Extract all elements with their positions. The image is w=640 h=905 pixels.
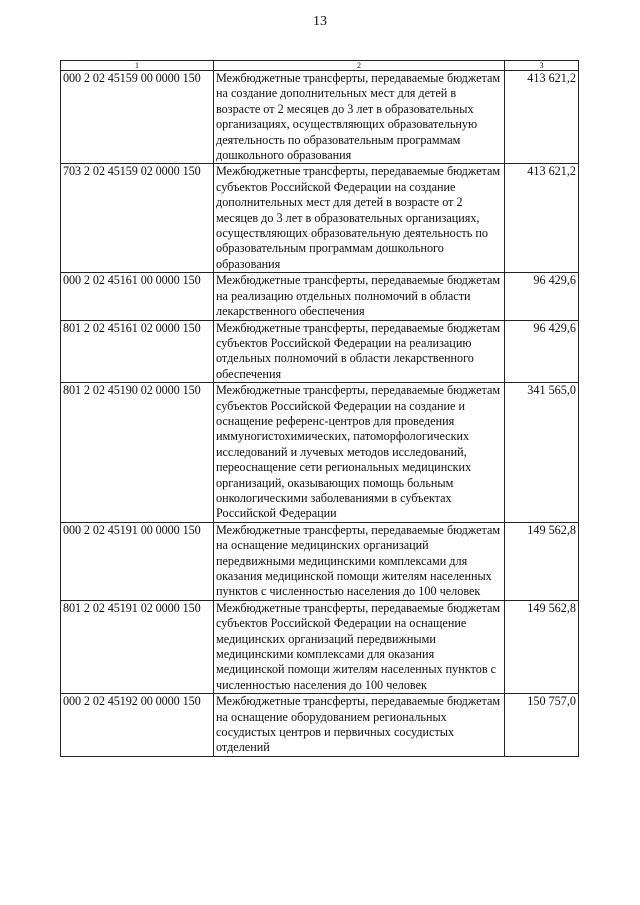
budget-code-cell: 000 2 02 45161 00 0000 150 [61,273,214,320]
amount-cell: 413 621,2 [505,71,579,164]
description-cell: Межбюджетные трансферты, передаваемые бюджетам на оснащение медицинских организаций передвижными медицинскими комплексами для оказания медицинской помощи жителям населенных пунктов с численностью населения до 100 человек [214,522,505,600]
amount-cell: 150 757,0 [505,694,579,757]
table-row [61,71,579,164]
table-row [61,522,579,600]
description-cell: Межбюджетные трансферты, передаваемые бюджетам субъектов Российской Федерации на создание и оснащение референс-центров для проведения иммуногистохимических, патоморфологических исследований и лучевых методов исследований, переоснащение сети региональных медицинских организаций, оказывающих помощь больным онкологическими заболеваниями в субъектах Российской Федерации [214,383,505,523]
budget-code-cell: 000 2 02 45191 00 0000 150 [61,522,214,600]
description-cell: Межбюджетные трансферты, передаваемые бюджетам на оснащение оборудованием региональных сосудистых центров и первичных сосудистых отделений [214,694,505,757]
table-row [61,600,579,693]
budget-code-cell: 000 2 02 45159 00 0000 150 [61,71,214,164]
table-row [61,320,579,383]
amount-cell: 149 562,8 [505,600,579,693]
table-header [61,61,579,71]
column-header-code: 1 [61,61,214,71]
table-row [61,164,579,273]
description-cell: Межбюджетные трансферты, передаваемые бюджетам на реализацию отдельных полномочий в области лекарственного обеспечения [214,273,505,320]
header-row [61,61,579,71]
amount-cell: 96 429,6 [505,273,579,320]
budget-code-cell: 801 2 02 45190 02 0000 150 [61,383,214,523]
description-cell: Межбюджетные трансферты, передаваемые бюджетам на создание дополнительных мест для детей в возрасте от 2 месяцев до 3 лет в образовательных организациях, осуществляющих образовательную деятельность по образовательным программам дошкольного образования [214,71,505,164]
page-number: 13 [313,14,327,29]
table-row [61,694,579,757]
column-header-description: 2 [214,61,505,71]
description-cell: Межбюджетные трансферты, передаваемые бюджетам субъектов Российской Федерации на создание дополнительных мест для детей в возрасте от 2 месяцев до 3 лет в образовательных организациях, осуществляющих образовательную деятельность по образовательным программам дошкольного образования [214,164,505,273]
amount-cell: 413 621,2 [505,164,579,273]
description-cell: Межбюджетные трансферты, передаваемые бюджетам субъектов Российской Федерации на реализацию отдельных полномочий в области лекарственного обеспечения [214,320,505,383]
budget-code-cell: 801 2 02 45161 02 0000 150 [61,320,214,383]
table-row [61,383,579,523]
table-body [61,71,579,757]
description-cell: Межбюджетные трансферты, передаваемые бюджетам субъектов Российской Федерации на оснащение медицинских организаций передвижными медицинскими комплексами для оказания медицинской помощи жителям населенных пунктов с численностью населения до 100 человек [214,600,505,693]
budget-code-cell: 703 2 02 45159 02 0000 150 [61,164,214,273]
budget-table [60,60,579,757]
column-header-amount: 3 [505,61,579,71]
table-row [61,273,579,320]
amount-cell: 96 429,6 [505,320,579,383]
amount-cell: 341 565,0 [505,383,579,523]
budget-code-cell: 801 2 02 45191 02 0000 150 [61,600,214,693]
budget-code-cell: 000 2 02 45192 00 0000 150 [61,694,214,757]
amount-cell: 149 562,8 [505,522,579,600]
